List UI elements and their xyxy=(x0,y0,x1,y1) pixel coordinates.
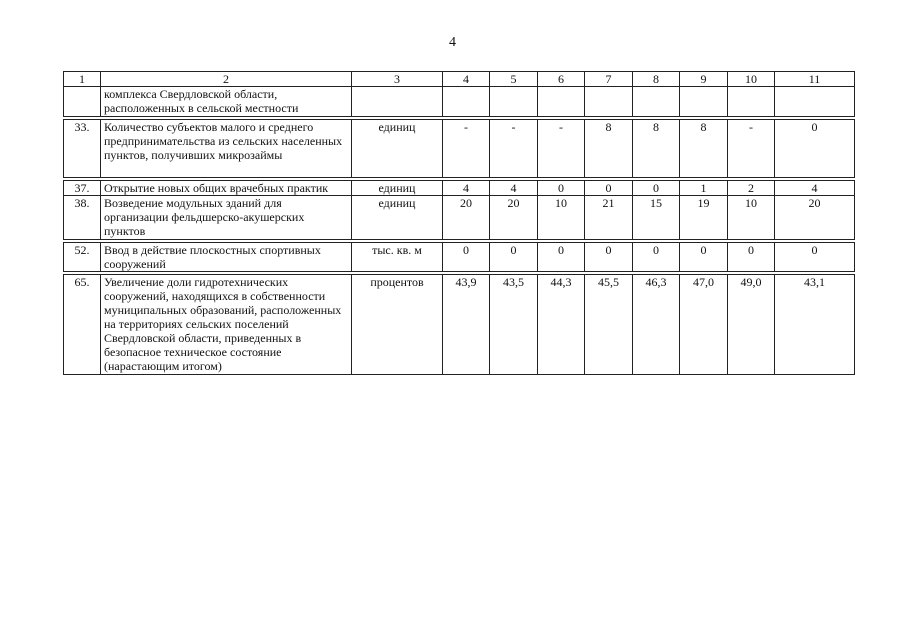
value-cell: 43,1 xyxy=(775,275,855,375)
column-header: 1 xyxy=(64,72,101,87)
unit-cell: тыс. кв. м xyxy=(352,243,443,272)
value-cell: 4 xyxy=(490,181,538,196)
value-cell xyxy=(538,87,585,117)
page-number: 4 xyxy=(449,35,456,50)
table-row xyxy=(64,181,855,196)
value-cell: 0 xyxy=(633,181,680,196)
row-number: 33. xyxy=(64,120,101,178)
column-header: 5 xyxy=(490,72,538,87)
value-cell: 43,9 xyxy=(443,275,490,375)
unit-cell: единиц xyxy=(352,181,443,196)
table-header-row xyxy=(64,72,855,87)
value-cell: 0 xyxy=(728,243,775,272)
table-row xyxy=(64,196,855,240)
value-cell: - xyxy=(728,120,775,178)
indicators-table xyxy=(63,71,855,375)
value-cell: 0 xyxy=(443,243,490,272)
value-cell: 8 xyxy=(633,120,680,178)
value-cell: 19 xyxy=(680,196,728,240)
indicator-name: Возведение модульных зданий для организации фельдшерско-акушерских пунктов xyxy=(101,196,352,240)
unit-cell: процентов xyxy=(352,275,443,375)
value-cell xyxy=(775,87,855,117)
column-header: 10 xyxy=(728,72,775,87)
value-cell xyxy=(728,87,775,117)
value-cell: 0 xyxy=(585,243,633,272)
value-cell: 2 xyxy=(728,181,775,196)
value-cell: 20 xyxy=(443,196,490,240)
value-cell: 20 xyxy=(490,196,538,240)
value-cell: 21 xyxy=(585,196,633,240)
row-number: 38. xyxy=(64,196,101,240)
value-cell: 20 xyxy=(775,196,855,240)
value-cell: 8 xyxy=(680,120,728,178)
column-header: 2 xyxy=(101,72,352,87)
table-body xyxy=(64,72,855,375)
indicator-name: Открытие новых общих врачебных практик xyxy=(101,181,352,196)
unit-cell xyxy=(352,87,443,117)
value-cell: 10 xyxy=(728,196,775,240)
unit-cell: единиц xyxy=(352,196,443,240)
value-cell: 0 xyxy=(775,243,855,272)
column-header: 11 xyxy=(775,72,855,87)
value-cell: 45,5 xyxy=(585,275,633,375)
value-cell: 15 xyxy=(633,196,680,240)
value-cell: 8 xyxy=(585,120,633,178)
column-header: 4 xyxy=(443,72,490,87)
table-row xyxy=(64,243,855,272)
table-row xyxy=(64,120,855,178)
value-cell: 0 xyxy=(490,243,538,272)
row-number: 37. xyxy=(64,181,101,196)
value-cell: 0 xyxy=(775,120,855,178)
indicator-name: Увеличение доли гидротехнических сооружений, находящихся в собственности муниципальных образований, расположенных на территориях сельских поселений Свердловской области, приведенных в безопасное техническое состояние (нарастающим итогом) xyxy=(101,275,352,375)
table-row xyxy=(64,275,855,375)
row-number xyxy=(64,87,101,117)
value-cell xyxy=(490,87,538,117)
value-cell: 4 xyxy=(443,181,490,196)
value-cell xyxy=(633,87,680,117)
column-header: 6 xyxy=(538,72,585,87)
row-number: 52. xyxy=(64,243,101,272)
value-cell: - xyxy=(443,120,490,178)
value-cell xyxy=(680,87,728,117)
value-cell: 49,0 xyxy=(728,275,775,375)
value-cell: 47,0 xyxy=(680,275,728,375)
value-cell: 0 xyxy=(538,181,585,196)
value-cell: 10 xyxy=(538,196,585,240)
indicator-name: Количество субъектов малого и среднего предпринимательства из сельских населенных пунктов, получивших микрозаймы xyxy=(101,120,352,178)
value-cell: 0 xyxy=(585,181,633,196)
indicator-name: Ввод в действие плоскостных спортивных сооружений xyxy=(101,243,352,272)
value-cell: 4 xyxy=(775,181,855,196)
table-row xyxy=(64,87,855,117)
value-cell: 1 xyxy=(680,181,728,196)
value-cell: 44,3 xyxy=(538,275,585,375)
value-cell: 0 xyxy=(680,243,728,272)
value-cell xyxy=(585,87,633,117)
value-cell: 46,3 xyxy=(633,275,680,375)
value-cell: - xyxy=(490,120,538,178)
column-header: 8 xyxy=(633,72,680,87)
value-cell xyxy=(443,87,490,117)
indicator-name: комплекса Свердловской области, расположенных в сельской местности xyxy=(101,87,352,117)
row-number: 65. xyxy=(64,275,101,375)
column-header: 9 xyxy=(680,72,728,87)
value-cell: 0 xyxy=(538,243,585,272)
column-header: 3 xyxy=(352,72,443,87)
value-cell: - xyxy=(538,120,585,178)
column-header: 7 xyxy=(585,72,633,87)
unit-cell: единиц xyxy=(352,120,443,178)
value-cell: 43,5 xyxy=(490,275,538,375)
value-cell: 0 xyxy=(633,243,680,272)
